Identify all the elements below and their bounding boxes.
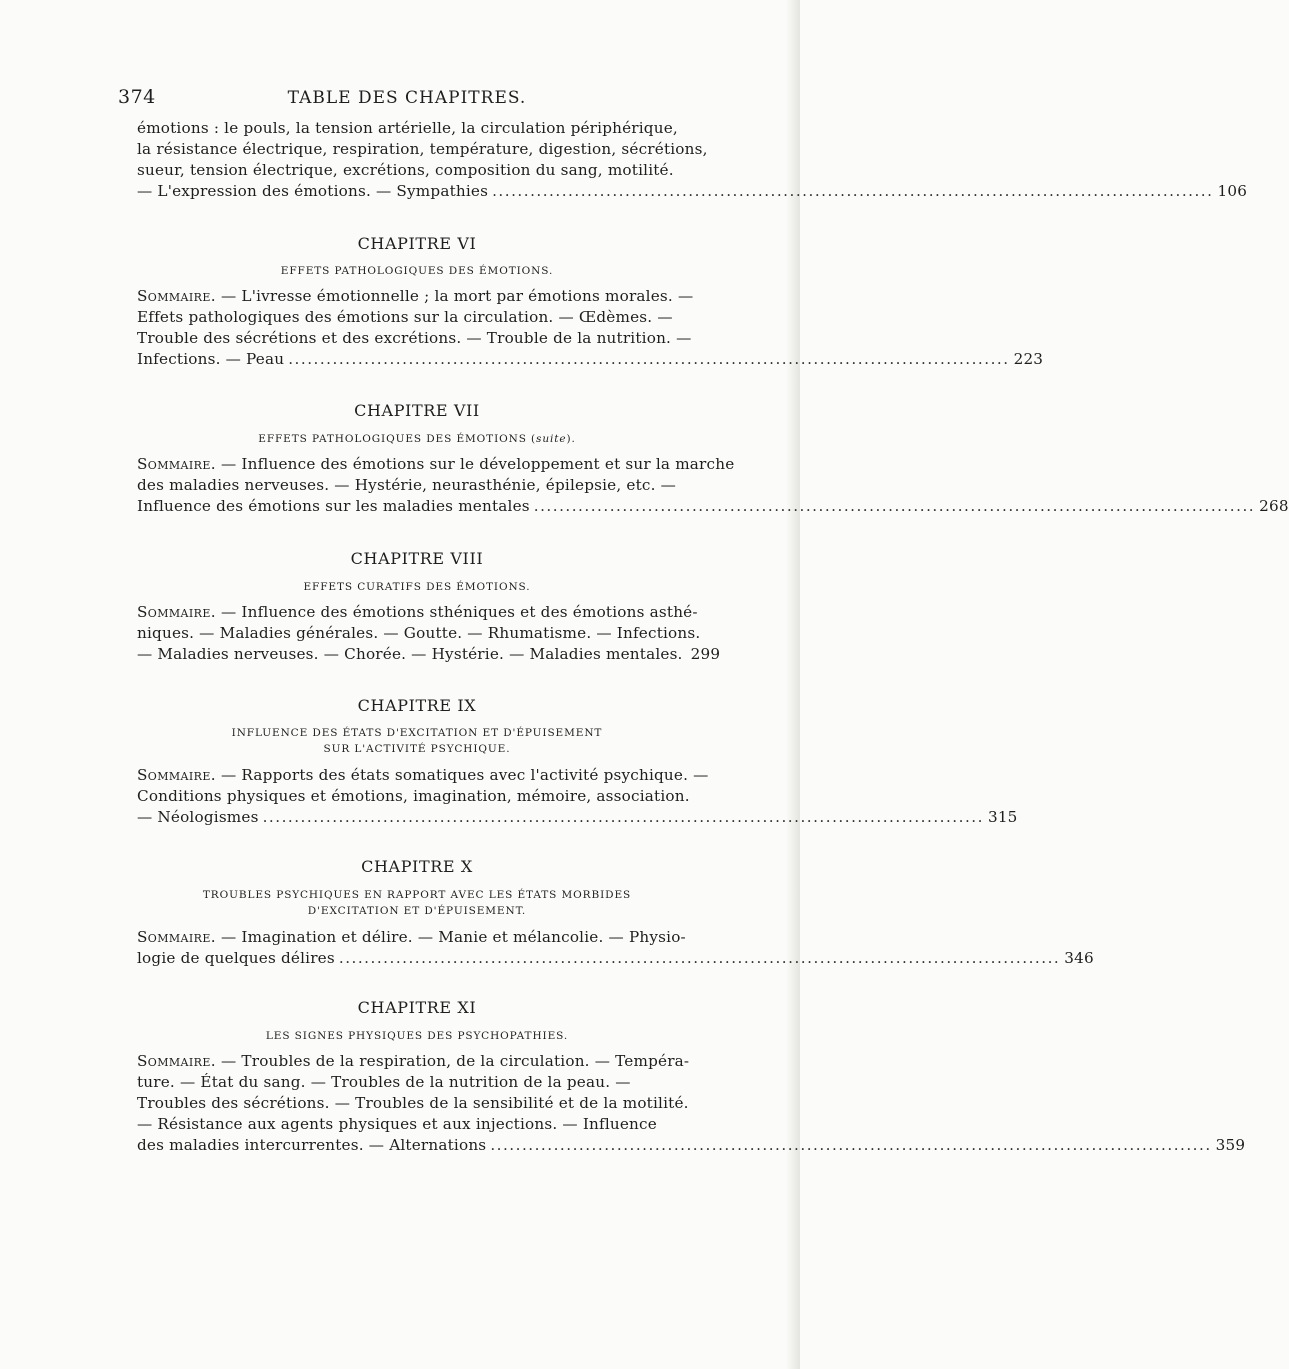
text-line: sueur, tension électrique, excrétions, composition du sang, motilité. bbox=[137, 161, 674, 179]
chapter-subtitle bbox=[137, 263, 697, 279]
text-line: Trouble des sécrétions et des excrétions. — Trouble de la nutrition. — bbox=[137, 329, 692, 347]
text-line: niques. — Maladies générales. — Goutte. — Rhumatisme. — Infections. bbox=[137, 624, 701, 642]
toc-entry-line bbox=[137, 349, 1044, 370]
subtitle-line: LES SIGNES PHYSIQUES DES PSYCHOPATHIES. bbox=[265, 1030, 569, 1042]
chapter-title: CHAPITRE VIII bbox=[350, 549, 484, 568]
intro-paragraph bbox=[137, 118, 1248, 202]
chapter-subtitle bbox=[137, 579, 697, 595]
page-edge-shadow bbox=[786, 0, 800, 1369]
leader-dots: .................................................................................................................. bbox=[533, 497, 1256, 515]
summary-text: — Influence des émotions sthéniques et des émotions asthé- bbox=[215, 603, 698, 621]
toc-page-number: 346 bbox=[1064, 949, 1094, 967]
toc-entry-line bbox=[137, 948, 1094, 969]
subtitle-line: INFLUENCE DES ÉTATS D'EXCITATION ET D'ÉPUISEMENT bbox=[231, 727, 603, 739]
toc-entry-line bbox=[137, 807, 1018, 828]
sommaire-label: Sommaire. bbox=[137, 766, 216, 784]
page-number: 374 bbox=[118, 86, 156, 108]
toc-page-number: 268 bbox=[1259, 497, 1289, 515]
running-title: TABLE DES CHAPITRES. bbox=[287, 88, 527, 108]
subtitle-line: D'EXCITATION ET D'ÉPUISEMENT. bbox=[307, 905, 527, 917]
text-line: — Résistance aux agents physiques et aux injections. — Influence bbox=[137, 1115, 657, 1133]
sommaire-label: Sommaire. bbox=[137, 928, 216, 946]
toc-entry-text: — Néologismes bbox=[137, 808, 259, 826]
toc-entry-line bbox=[137, 496, 1289, 517]
chapter-summary bbox=[137, 286, 1044, 370]
chapter-title: CHAPITRE IX bbox=[357, 696, 477, 715]
summary-first-line bbox=[137, 454, 735, 475]
toc-entry-line bbox=[137, 1135, 1246, 1156]
chapter-subtitle bbox=[137, 431, 697, 447]
subtitle-line: TROUBLES PSYCHIQUES EN RAPPORT AVEC LES ÉTATS MORBIDES bbox=[202, 889, 632, 901]
chapter-title: CHAPITRE X bbox=[361, 857, 473, 876]
summary-text: — Troubles de la respiration, de la circulation. — Tempéra- bbox=[215, 1052, 690, 1070]
chapter-subtitle bbox=[137, 1028, 697, 1044]
chapter-title: CHAPITRE XI bbox=[357, 998, 477, 1017]
sommaire-label: Sommaire. bbox=[137, 455, 216, 473]
toc-entry-text: Infections. — Peau bbox=[137, 350, 285, 368]
summary-first-line bbox=[137, 286, 697, 307]
leader-dots: .................................................................................................................. bbox=[338, 949, 1061, 967]
text-line: ture. — État du sang. — Troubles de la nutrition de la peau. — bbox=[137, 1073, 631, 1091]
toc-page-number: 223 bbox=[1013, 350, 1044, 368]
sommaire-label: Sommaire. bbox=[137, 603, 216, 621]
toc-page-number: 106 bbox=[1217, 182, 1248, 200]
leader-dots: .................................................................................................................. bbox=[288, 350, 1010, 368]
toc-entry-line bbox=[137, 644, 721, 665]
summary-first-line bbox=[137, 927, 697, 948]
chapter-subtitle bbox=[137, 725, 697, 757]
toc-entry-text: — Maladies nerveuses. — Chorée. — Hystérie. — Maladies mentales. bbox=[137, 645, 683, 663]
sommaire-label: Sommaire. bbox=[137, 1052, 216, 1070]
toc-page-number: 359 bbox=[1215, 1136, 1246, 1154]
toc-entry-line bbox=[137, 181, 1248, 202]
summary-first-line bbox=[137, 1051, 697, 1072]
chapter-summary bbox=[137, 1051, 1246, 1156]
toc-page-number: 315 bbox=[987, 808, 1018, 826]
text-line: Effets pathologiques des émotions sur la circulation. — Œdèmes. — bbox=[137, 308, 673, 326]
text-line: Troubles des sécrétions. — Troubles de la sensibilité et de la motilité. bbox=[137, 1094, 689, 1112]
summary-text: — Rapports des états somatiques avec l'activité psychique. — bbox=[215, 766, 709, 784]
chapter-summary bbox=[137, 927, 1094, 969]
leader-dots: .................................................................................................................. bbox=[262, 808, 984, 826]
text-line: émotions : le pouls, la tension artérielle, la circulation périphérique, bbox=[137, 119, 678, 137]
sommaire-label: Sommaire. bbox=[137, 287, 216, 305]
leader-dots: .................................................................................................................. bbox=[492, 182, 1214, 200]
summary-text: — Influence des émotions sur le développement et sur la marche bbox=[215, 455, 735, 473]
text-line: des maladies nerveuses. — Hystérie, neurasthénie, épilepsie, etc. — bbox=[137, 476, 677, 494]
summary-first-line bbox=[137, 602, 697, 623]
toc-entry-text: logie de quelques délires bbox=[137, 949, 335, 967]
running-header bbox=[118, 86, 696, 112]
summary-first-line bbox=[137, 765, 709, 786]
summary-text: — L'ivresse émotionnelle ; la mort par émotions morales. — bbox=[215, 287, 694, 305]
toc-entry-text: Influence des émotions sur les maladies mentales bbox=[137, 497, 530, 515]
toc-page-number: 299 bbox=[690, 645, 721, 663]
toc-entry-text: des maladies intercurrentes. — Alternations bbox=[137, 1136, 487, 1154]
chapter-title: CHAPITRE VII bbox=[354, 401, 480, 420]
toc-entry-text: — L'expression des émotions. — Sympathies bbox=[137, 182, 489, 200]
text-line: Conditions physiques et émotions, imagination, mémoire, association. bbox=[137, 787, 690, 805]
subtitle-line: EFFETS PATHOLOGIQUES DES ÉMOTIONS (suite). bbox=[258, 433, 576, 445]
chapter-summary bbox=[137, 602, 721, 665]
leader-dots: .................................................................................................................. bbox=[490, 1136, 1212, 1154]
chapter-summary bbox=[137, 454, 1289, 517]
summary-text: — Imagination et délire. — Manie et mélancolie. — Physio- bbox=[215, 928, 686, 946]
subtitle-line: SUR L'ACTIVITÉ PSYCHIQUE. bbox=[323, 743, 511, 755]
subtitle-line: EFFETS CURATIFS DES ÉMOTIONS. bbox=[303, 581, 531, 593]
subtitle-line: EFFETS PATHOLOGIQUES DES ÉMOTIONS. bbox=[280, 265, 554, 277]
text-line: la résistance électrique, respiration, température, digestion, sécrétions, bbox=[137, 140, 708, 158]
chapter-summary bbox=[137, 765, 1018, 828]
chapter-title: CHAPITRE VI bbox=[357, 234, 477, 253]
chapter-subtitle bbox=[137, 887, 697, 919]
